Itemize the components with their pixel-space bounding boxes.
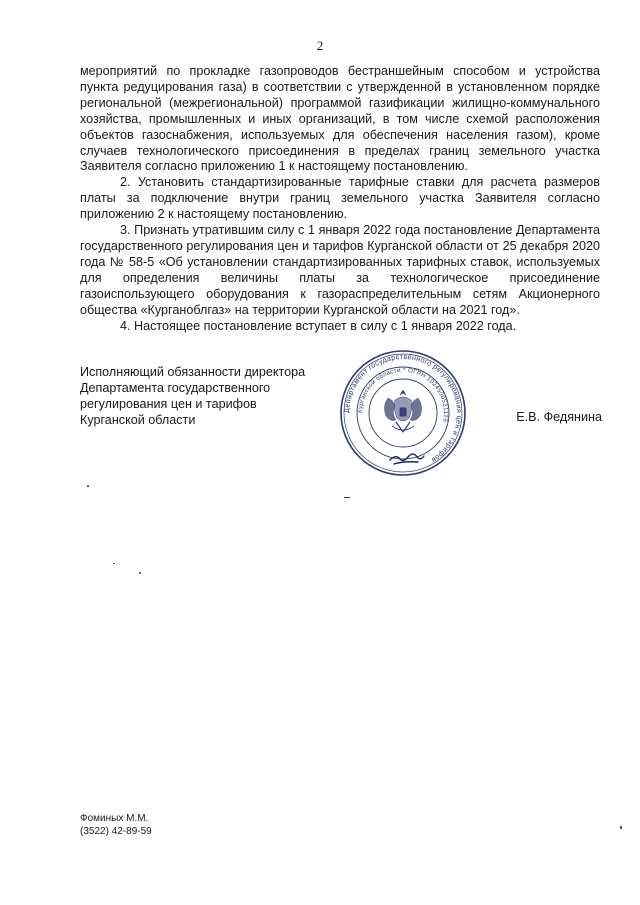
footer-contact: [80, 812, 152, 838]
scan-speck: [620, 826, 622, 829]
page-number: 2: [316, 38, 324, 53]
scan-speck: [139, 572, 141, 574]
paragraph-item-2: 2. Установить стандартизированные тарифные ставки для расчета размеров платы за подключение внутри границ земельного участка Заявителя согласно приложению 2 к настоящему постановлению.: [80, 175, 600, 222]
coat-of-arms-eagle-icon: [384, 390, 421, 432]
scan-speck: [87, 485, 89, 487]
paragraph-continuation: мероприятий по прокладке газопроводов бестраншейным способом и устройства пункта редуцирования газа) в соответствии с утвержденной в установленном порядке региональной (межрегиональной) программой газификации жилищно-коммунального хозяйства, промышленных и иных организаций, в том числе схемой расположения объектов газоснабжения, используемых для обеспечения населения газом), кроме случаев технологического присоединения в пределах границ земельного участка Заявителя согласно приложению 1 к настоящему постановлению.: [80, 64, 600, 174]
paragraph-item-4: 4. Настоящее постановление вступает в силу с 1 января 2022 года.: [120, 318, 517, 333]
paragraph-item-3: 3. Признать утратившим силу с 1 января 2022 года постановление Департамента государственного регулирования цен и тарифов Курганской области от 25 декабря 2020 года № 58-5 «Об установлении стандартизированных тарифных ставок, используемых для определения величины платы за технологическое присоединение газоиспользующего оборудования к газораспределительным сетям Акционерного общества «Курганоблгаз» на территории Курганской области на 2021 год».: [80, 223, 600, 317]
signatory-title: [80, 364, 330, 428]
signatory-title-line: Исполняющий обязанности директора: [80, 365, 306, 379]
scan-speck: [344, 497, 350, 498]
signatory-title-line: Департамента государственного: [80, 381, 271, 395]
signatory-title-line: Курганской области: [80, 413, 196, 427]
seal-inner-text: Курганской области * ОГРН 1024500531129: [356, 366, 450, 423]
document-body: [80, 64, 600, 334]
signatory-title-line: регулирования цен и тарифов: [80, 397, 257, 411]
scan-speck: [113, 563, 115, 564]
signature-scribble: [390, 454, 424, 464]
contact-name: Фоминых М.М.: [80, 813, 149, 824]
signatory-name: Е.В. Федянина: [516, 410, 602, 424]
contact-phone: (3522) 42-89-59: [80, 826, 152, 837]
seal-outer-text: Департамент государственного регулирования цен и тарифов: [341, 351, 465, 466]
official-seal: [338, 348, 468, 478]
